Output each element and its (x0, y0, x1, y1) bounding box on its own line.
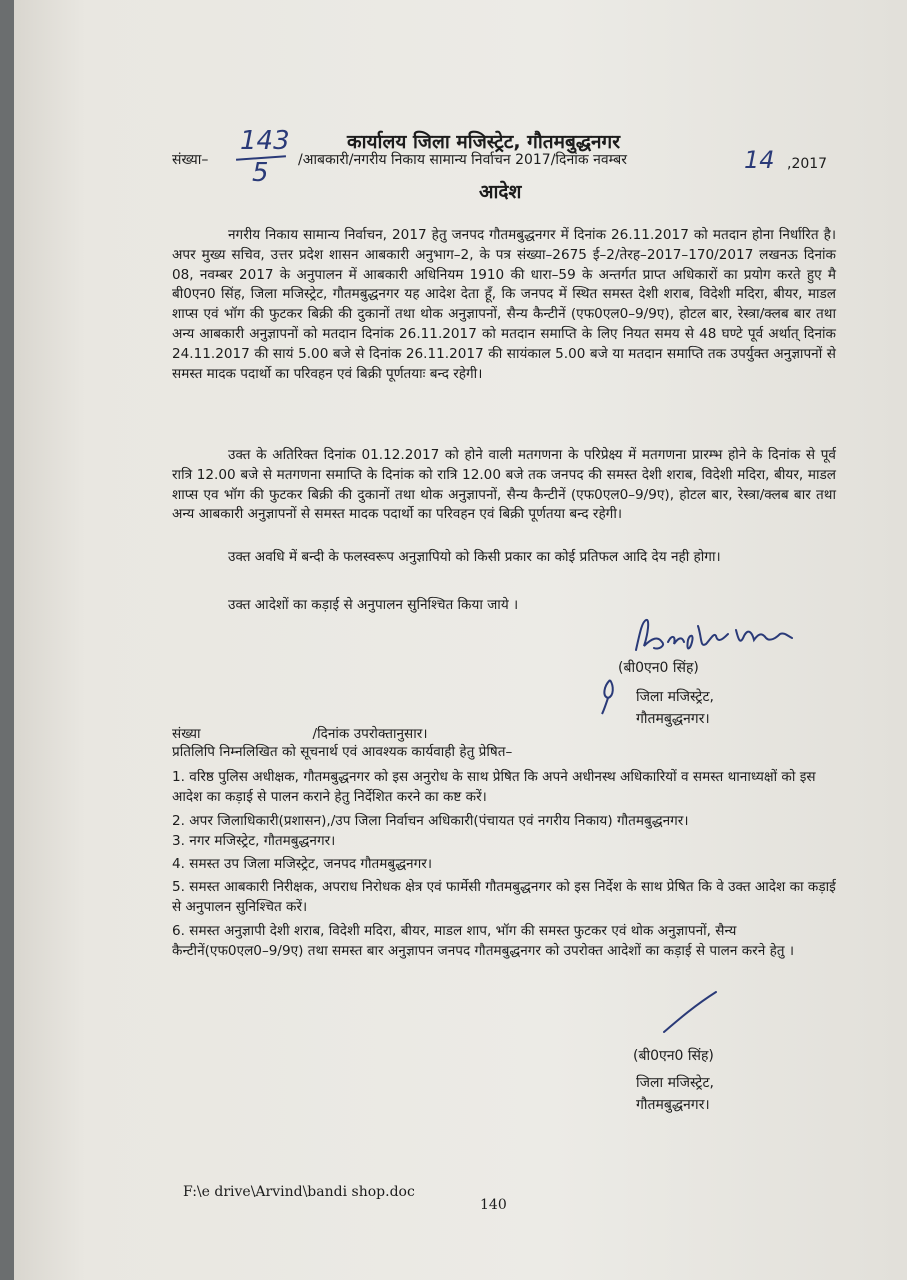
reference-prefix: संख्या– (172, 152, 209, 168)
office-title: कार्यालय जिला मजिस्ट्रेट, गौतमबुद्धनगर (347, 131, 621, 153)
copy-item-3: 3. नगर मजिस्ट्रेट, गौतमबुद्धनगर। (172, 833, 336, 849)
copy-heading: प्रतिलिपि निम्नलिखित को सूचनार्थ एवं आवश्यक कार्यवाही हेतु प्रेषित– (172, 744, 513, 760)
order-title: आदेश (479, 181, 522, 203)
signatory-name-2: (बी0एन0 सिंह) (633, 1048, 714, 1064)
signatory-designation-2 (636, 1072, 714, 1116)
reference-text: /आबकारी/नगरीय निकाय सामान्य निर्वाचन 2017/दिनांक नवम्बर (298, 152, 627, 168)
reference-line (172, 150, 208, 169)
place-2: गौतमबुद्धनगर। (636, 1097, 710, 1113)
copy-item-4: 4. समस्त उप जिला मजिस्ट्रेट, जनपद गौतमबुद्धनगर। (172, 856, 432, 872)
copy-item-6: 6. समस्त अनुज्ञापी देशी शराब, विदेशी मदिरा, बीयर, माडल शाप, भॉग की समस्त फुटकर एवं थोक अनुज्ञापनों, सैन्य कैन्टीनें(एफ0एल0–9/9ए) तथा समस्त बार अनुज्ञापन जनपद गौतमबुद्धनगर को उपरोक्त आदेशों का कड़ाई से पालन करने हेतु । (172, 923, 795, 959)
order-paragraph-3-text: उक्त अवधि में बन्दी के फलस्वरूप अनुज्ञापियो को किसी प्रकार का कोई प्रतिफल आदि देय नही होगा। (228, 549, 721, 565)
copy-ref-suffix: /दिनांक उपरोक्तानुसार। (312, 726, 428, 742)
order-paragraph-2-text: उक्त के अतिरिक्त दिनांक 01.12.2017 को होने वाली मतगणना के परिप्रेक्ष्य में मतगणना प्रारम्भ होने के दिनांक से पूर्व रात्रि 12.00 बजे से मतगणना समाप्ति के दिनांक को रात्रि 12.00 बजे तक जनपद की समस्त देशी शराब, विदेशी मदिरा, बीयर, माडल शाप्स एव भॉग की फुटकर बिक्री की दुकानों तथा थोक अनुज्ञापनों, सैन्य कैन्टीनें (एफ0एल0–9/9ए), होटल बार, रेस्त्रा/क्लब बार तथा अन्य आबकारी अनुज्ञापनों से समस्त मादक पदार्थो का परिवहन एवं बिक्री पूर्णतया बन्द रहेगी। (172, 447, 836, 523)
order-paragraph-4: उक्त आदेशों का कड़ाई से अनुपालन सुनिश्चित किया जाये । (228, 597, 519, 613)
order-paragraph-2 (172, 446, 836, 525)
handwritten-day: 14 (744, 146, 775, 174)
initial-mark-icon (598, 676, 620, 716)
order-paragraph-1-text: नगरीय निकाय सामान्य निर्वाचन, 2017 हेतु जनपद गौतमबुद्धनगर में दिनांक 26.11.2017 को मतदान होना निर्धारित है। अपर मुख्य सचिव, उत्तर प्रदेश शासन आबकारी अनुभाग–2, के पत्र संख्या–2675 ई–2/तेरह–2017–170/2017 लखनऊ दिनांक 08, नवम्बर 2017 के अनुपालन में आबकारी अधिनियम 1910 की धारा–59 के अन्तर्गत प्राप्त अधिकारों का प्रयोग करते हुए मै बी0एन0 सिंह, जिला मजिस्ट्रेट, गौतमबुद्धनगर यह आदेश देता हूँ, कि जनपद में स्थित समस्त देशी शराब, विदेशी मदिरा, बीयर, माडल शाप्स एवं भॉग की फुटकर बिक्री की दुकानों तथा थोक अनुज्ञापनों, सैन्य कैन्टीनें (एफ0एल0–9/9ए), होटल बार, रेस्त्रा/क्लब बार तथा अन्य आबकारी अनुज्ञापनों को मतदान दिनांक 26.11.2017 को मतदान समाप्ति के लिए नियत समय से 48 घण्टे पूर्व अर्थात् दिनांक 24.11.2017 की सायं 5.00 बजे से दिनांक 26.11.2017 की सायंकाल 5.00 बजे या मतदान समाप्ति तक उपर्युक्त अनुज्ञापनों से समस्त मादक पदार्थो का परिवहन एवं बिक्री पूर्णतयाः बन्द रहेगी। (172, 227, 836, 382)
reference-year: ,2017 (787, 156, 828, 172)
copy-item-2: 2. अपर जिलाधिकारी(प्रशासन),/उप जिला निर्वाचन अधिकारी(पंचायत एवं नगरीय निकाय) गौतमबुद्धनगर। (172, 813, 689, 829)
copy-item-1: 1. वरिष्ठ पुलिस अधीक्षक, गौतमबुद्धनगर को इस अनुरोध के साथ प्रेषित कि अपने अधीनस्थ अधिकारियों व समस्त थानाध्यक्षों को इस आदेश का कड़ाई से पालन कराने हेतु निर्देशित करने का कष्ट करें। (172, 769, 816, 805)
signatory-designation-1 (636, 686, 714, 730)
page-number: 140 (480, 1197, 507, 1213)
signature-2-icon (660, 990, 720, 1034)
order-paragraph-1 (172, 226, 836, 384)
designation-2: जिला मजिस्ट्रेट, (636, 1075, 714, 1091)
file-path: F:\e drive\Arvind\bandi shop.doc (183, 1184, 415, 1200)
copy-ref-prefix: संख्या (172, 726, 201, 742)
handwritten-number-top: 143 (240, 126, 290, 156)
order-paragraph-3 (172, 548, 836, 568)
handwritten-number-bottom: 5 (252, 158, 269, 188)
designation-1: जिला मजिस्ट्रेट, (636, 689, 714, 705)
copy-reference-line (172, 723, 427, 742)
copy-item-5: 5. समस्त आबकारी निरीक्षक, अपराध निरोधक क्षेत्र एवं फार्मेसी गौतमबुद्धनगर को इस निर्देश के साथ प्रेषित कि वे उक्त आदेश का कड़ाई से अनुपालन सुनिश्चित करें। (172, 879, 836, 915)
desk-edge (0, 0, 14, 1280)
signatory-name-1: (बी0एन0 सिंह) (618, 660, 699, 676)
place-1: गौतमबुद्धनगर। (636, 711, 710, 727)
signature-1-icon (628, 612, 798, 662)
